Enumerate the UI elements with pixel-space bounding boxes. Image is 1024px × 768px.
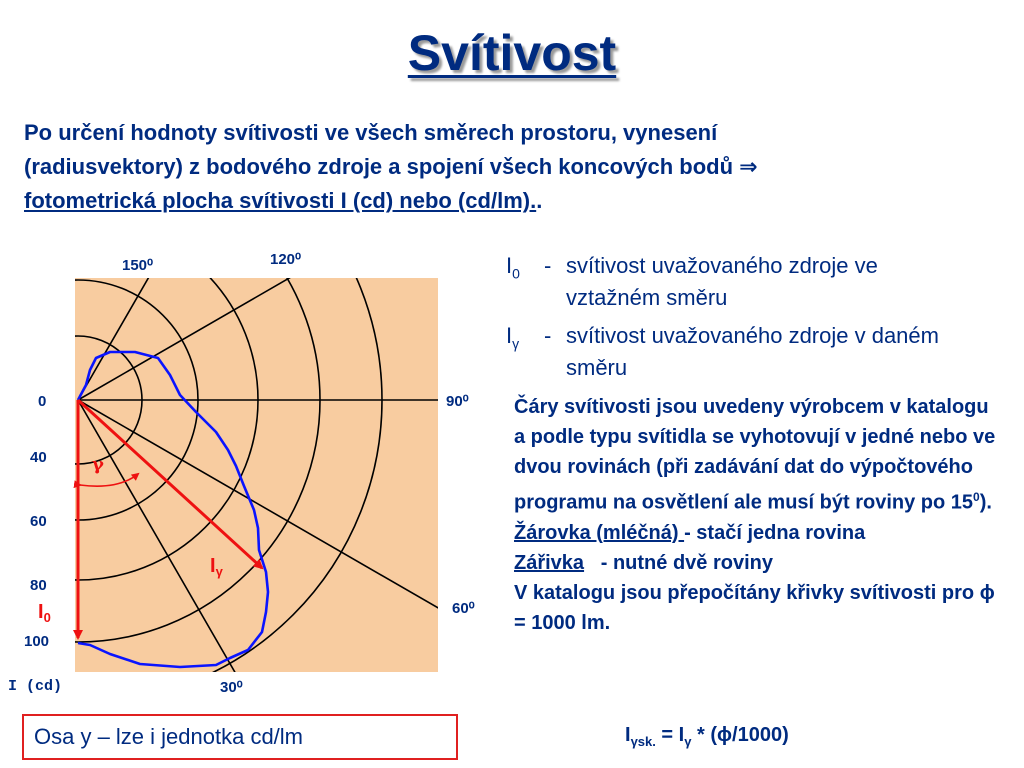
i-gamma-label: $I_\gamma$ [210, 555, 223, 579]
intro-line-1: Po určení hodnoty svítivosti ve všech směrech prostoru, vynesení [24, 120, 718, 145]
luminous-intensity-diagram [0, 236, 500, 706]
definition-dash: - [544, 323, 552, 348]
intro-underlined-term: fotometrická plocha svítivosti I (cd) nebo (cd/lm). [24, 188, 537, 213]
radial-label-0: 0 [38, 393, 47, 410]
i0-label: $I_0$ [38, 601, 51, 625]
unit-label: I (cd) [8, 678, 63, 695]
notes-block [514, 392, 1004, 638]
definition-i0 [506, 250, 1006, 314]
definition-text: svítivost uvažovaného zdroje v daném směru [566, 323, 939, 380]
definition-igamma [506, 320, 1006, 384]
intro-paragraph [24, 116, 999, 218]
radial-label-80: 80 [30, 577, 47, 594]
notes-bulb: Žárovka (mléčná) - stačí jedna rovina [514, 521, 866, 544]
intro-tail: . [536, 188, 543, 213]
scaling-formula: $I_{\gamma sk.} = I_\gamma * (\phi/1000)$ [625, 724, 789, 749]
slide-title: Svítivost [407, 25, 617, 81]
radial-label-100: 100 [24, 633, 50, 650]
intro-line-2: (radiusvektory) z bodového zdroje a spojení všech koncových bodů [24, 154, 734, 179]
definition-symbol: $I_\gamma$ [506, 323, 520, 352]
angle-label-150: 150⁰ [122, 257, 154, 274]
plot-background [75, 278, 438, 672]
definition-text: svítivost uvažovaného zdroje ve vztažném směru [566, 253, 878, 310]
radial-label-40: 40 [30, 449, 47, 466]
definition-symbol: $I_0$ [506, 253, 520, 282]
notes-catalogue: Čáry svítivosti jsou uvedeny výrobcem v katalogu a podle typu svítidla se vyhotovují v jedné nebo ve dvou rovinách (při zadávání dat do výpočtového programu na osvětlení ale musí být roviny po $15^0$). [514, 396, 996, 514]
angle-label-30: 30⁰ [220, 679, 243, 696]
notes-fluorescent: Zářivka - nutné dvě roviny [514, 551, 773, 574]
implies-arrow: ⇒ [739, 154, 758, 179]
angle-label-120: 120⁰ [270, 251, 302, 268]
radial-labels [8, 393, 62, 695]
definition-dash: - [544, 253, 552, 278]
radial-label-60: 60 [30, 513, 47, 530]
angle-label-90: 90⁰ [446, 393, 469, 410]
gamma-label: γ [92, 454, 104, 475]
angle-label-60: 60⁰ [452, 600, 475, 617]
y-axis-note-box: Osa y – lze i jednotka cd/lm [22, 714, 458, 760]
notes-recalculation: V katalogu jsou přepočítány křivky svítivosti pro ϕ = 1000 lm. [514, 581, 995, 634]
